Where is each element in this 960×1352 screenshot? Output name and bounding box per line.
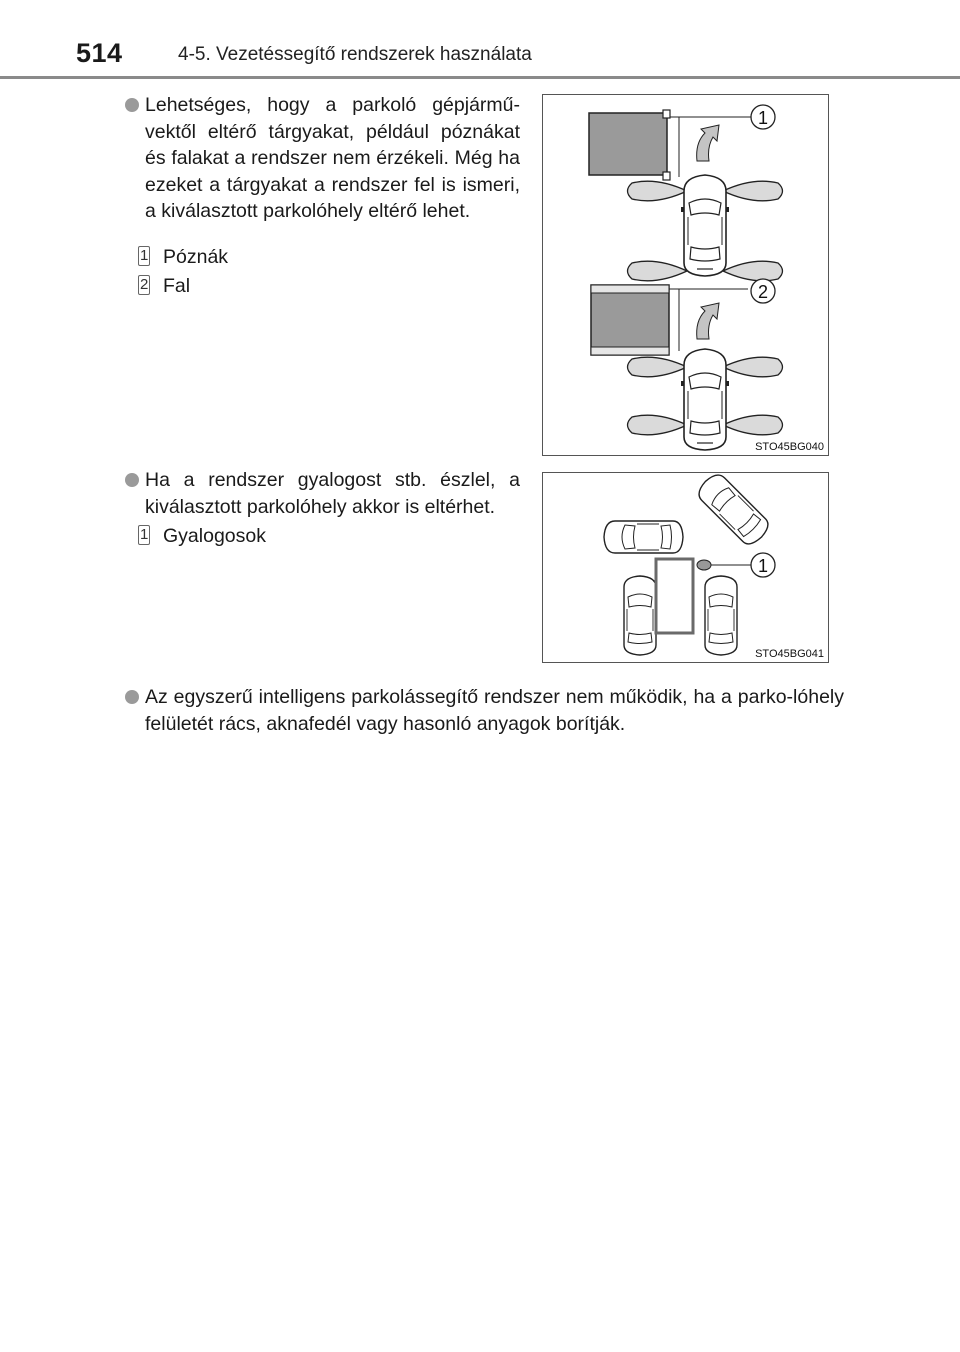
callout-1: 1 [757, 556, 769, 576]
item-label-poles: Póznák [163, 246, 229, 268]
bullet-icon [125, 473, 139, 487]
bullet-icon [125, 690, 139, 704]
page-header [0, 0, 960, 80]
item-label-pedestrians: Gyalogosok [163, 525, 266, 547]
figure-code: STO45BG040 [755, 441, 824, 453]
callout-1: 1 [757, 108, 769, 128]
figure-illustration [543, 473, 828, 662]
paragraph-text: Lehetséges, hogy a parkoló gépjármű-vektől eltérő tárgyakat, például póznákat és falakat a rendszer nem érzékeli. Még ha ezeket a tárgyakat a rendszer fel is ismeri, a kiválasztott parkolóhely eltérő lehet. [145, 94, 520, 222]
callout-2: 2 [757, 282, 769, 302]
item-label-wall: Fal [163, 275, 191, 297]
bullet-paragraph-3 [128, 684, 844, 737]
bullet-paragraph-2 [128, 467, 520, 520]
figure-pedestrian [542, 472, 829, 663]
header-divider [0, 76, 960, 79]
section-title: 4-5. Vezetéssegítő rendszerek használata [178, 44, 532, 65]
item-number-badge: 1 [140, 526, 149, 543]
paragraph-text: Az egyszerű intelligens parkolássegítő rendszer nem működik, ha a parko-lóhely felületét rács, aknafedél vagy hasonló anyagok borítják. [145, 686, 844, 735]
figure-poles-wall [542, 94, 829, 456]
item-number-badge: 1 [140, 247, 149, 264]
page-number: 514 [76, 38, 123, 68]
figure-code: STO45BG041 [755, 648, 824, 660]
figure-illustration [543, 95, 828, 455]
paragraph-text: Ha a rendszer gyalogost stb. észlel, a kiválasztott parkolóhely akkor is eltérhet. [145, 469, 520, 518]
bullet-paragraph-1 [128, 92, 520, 225]
bullet-icon [125, 98, 139, 112]
item-number-badge: 2 [140, 276, 149, 293]
